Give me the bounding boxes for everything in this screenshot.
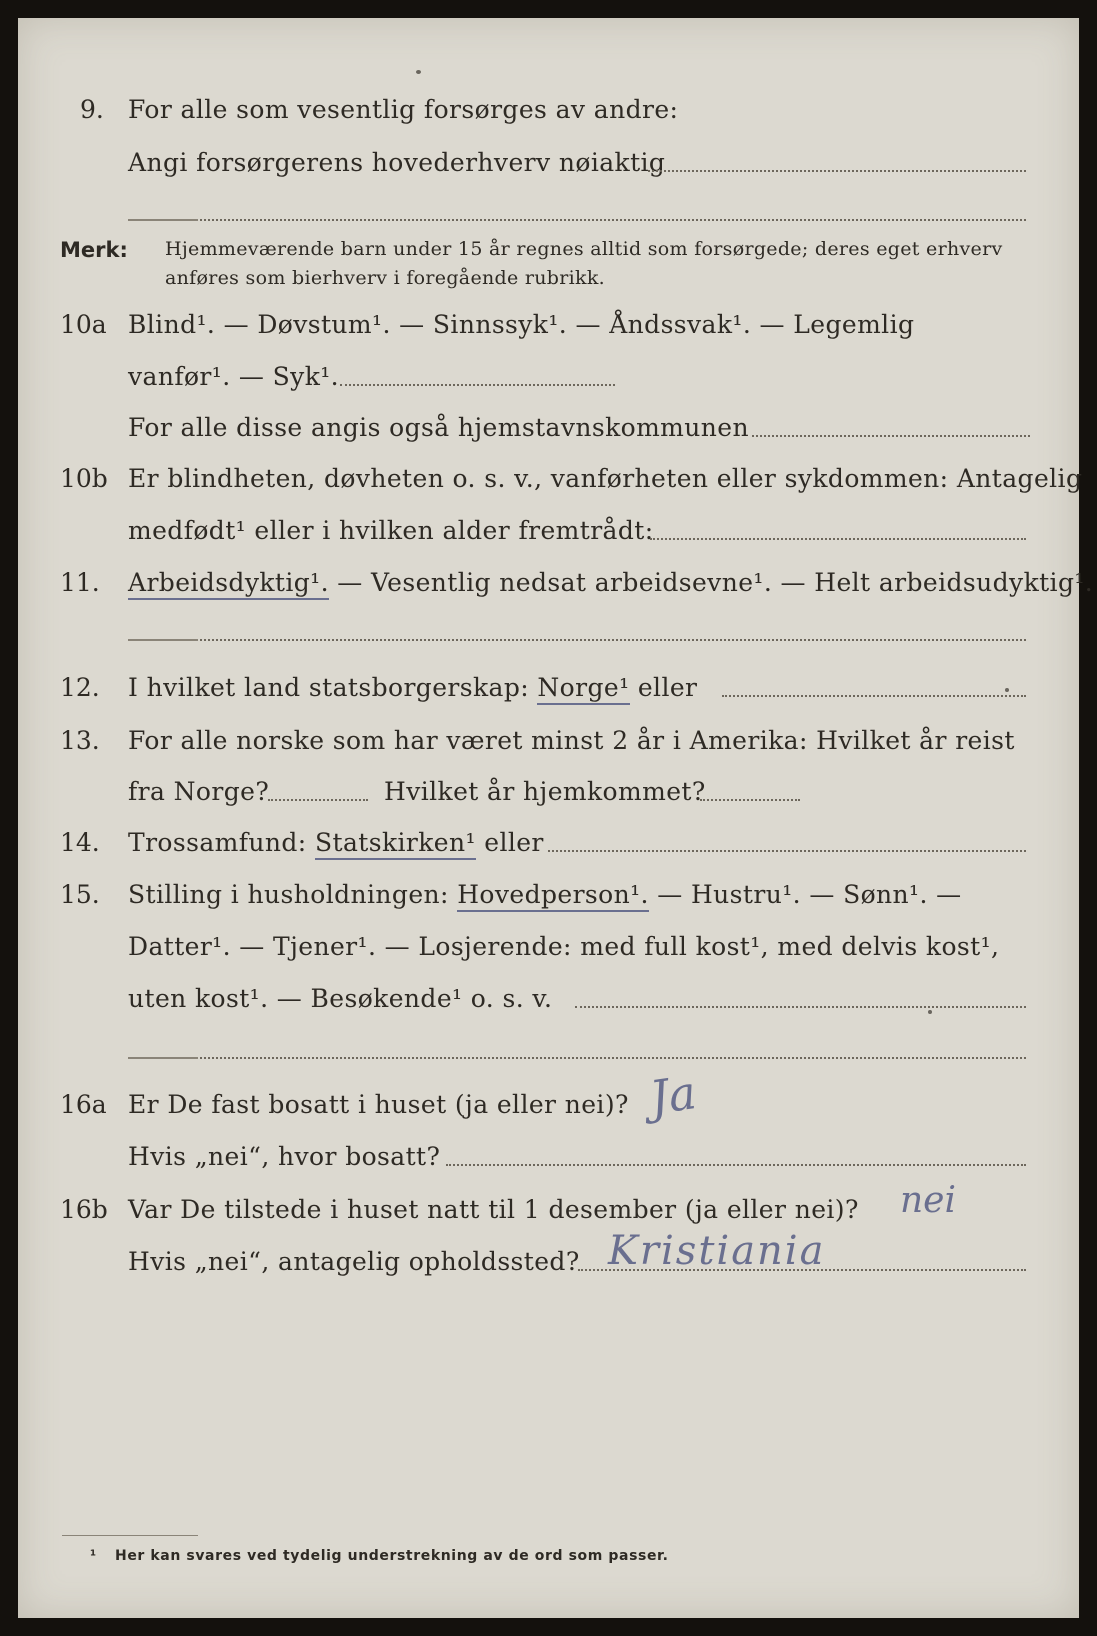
question-10a-subtext: For alle disse angis også hjemstavnskommunen — [128, 413, 749, 442]
question-13-text: For alle norske som har været minst 2 år i Amerika: Hvilket år reist — [128, 726, 1015, 755]
question-10a-text: Blind¹. — Døvstum¹. — Sinnssyk¹. — Åndssvak¹. — Legemlig — [128, 310, 915, 339]
footnote-rule — [62, 1535, 198, 1536]
question-12-pre: I hvilket land statsborgerskap: — [128, 673, 538, 702]
footnote-text: Her kan svares ved tydelig understrekning av de ord som passer. — [115, 1548, 669, 1564]
question-15-number: 15. — [60, 880, 100, 909]
answer-line — [700, 799, 800, 801]
answer-line — [648, 170, 1026, 172]
selected-option-statskirken: Statskirken¹ — [315, 828, 476, 860]
question-10b-text: Er blindheten, døvheten o. s. v., vanførheten eller sykdommen: Antagelig — [128, 464, 1083, 493]
question-12-text — [128, 673, 697, 702]
question-14-post: eller — [475, 828, 544, 857]
question-14-text — [128, 828, 544, 857]
answer-line — [128, 639, 198, 641]
merk-text: Hjemmeværende barn under 15 år regnes alltid som forsørgede; deres eget erhverv — [165, 238, 1003, 260]
question-13-subtext-a: fra Norge? — [128, 777, 270, 806]
question-12-post: eller — [629, 673, 698, 702]
question-16a-number: 16a — [60, 1090, 107, 1119]
answer-line — [268, 799, 368, 801]
question-14-pre: Trossamfund: — [128, 828, 315, 857]
merk-label: Merk: — [60, 238, 128, 262]
selected-option-arbeidsdyktig: Arbeidsdyktig¹. — [128, 568, 329, 600]
question-14-number: 14. — [60, 828, 100, 857]
question-10b-subtext: medfødt¹ eller i hvilken alder fremtrådt: — [128, 516, 654, 545]
answer-line — [128, 219, 198, 221]
handwritten-answer: Kristiania — [608, 1228, 826, 1274]
question-16b-number: 16b — [60, 1195, 108, 1224]
answer-line — [722, 695, 1026, 697]
question-16b-subtext: Hvis „nei“, antagelig opholdssted? — [128, 1247, 580, 1276]
answer-line — [200, 639, 1026, 641]
question-11-number: 11. — [60, 568, 100, 597]
question-16b-text: Var De tilstede i huset natt til 1 desember (ja eller nei)? — [128, 1195, 859, 1224]
question-16a-subtext: Hvis „nei“, hvor bosatt? — [128, 1142, 441, 1171]
question-11-rest: — Vesentlig nedsat arbeidsevne¹. — Helt arbeidsudyktig¹. — [328, 568, 1094, 597]
answer-line — [200, 219, 1026, 221]
question-11-text — [128, 568, 1093, 597]
answer-line — [200, 1057, 1026, 1059]
question-13-number: 13. — [60, 726, 100, 755]
question-15-text — [128, 880, 962, 909]
merk-text: anføres som bierhverv i foregående rubrikk. — [165, 267, 605, 289]
question-9-subtext: Angi forsørgerens hovederhverv nøiaktig — [128, 148, 666, 177]
question-9-text: For alle som vesentlig forsørges av andre: — [128, 95, 679, 124]
selected-option-hovedperson: Hovedperson¹. — [457, 880, 649, 912]
handwritten-answer: nei — [900, 1180, 957, 1221]
question-15-subtext: uten kost¹. — Besøkende¹ o. s. v. — [128, 984, 553, 1013]
question-9-number: 9. — [80, 95, 104, 124]
answer-line — [575, 1006, 1026, 1008]
footnote-mark: ¹ — [90, 1548, 97, 1564]
answer-line — [128, 1057, 198, 1059]
question-10b-number: 10b — [60, 464, 108, 493]
paper-speck — [928, 1010, 932, 1014]
answer-line — [446, 1164, 1026, 1166]
answer-line — [340, 384, 615, 386]
question-13-subtext-b: Hvilket år hjemkommet? — [384, 777, 706, 806]
question-15-post: — Hustru¹. — Sønn¹. — — [648, 880, 962, 909]
handwritten-answer: Ja — [646, 1065, 700, 1125]
paper-speck — [1005, 688, 1009, 692]
question-12-number: 12. — [60, 673, 100, 702]
answer-line — [752, 435, 1030, 437]
paper-speck — [416, 70, 421, 74]
selected-option-norge: Norge¹ — [537, 673, 629, 705]
question-15-pre: Stilling i husholdningen: — [128, 880, 458, 909]
answer-line — [650, 538, 1026, 540]
question-15-subtext: Datter¹. — Tjener¹. — Losjerende: med full kost¹, med delvis kost¹, — [128, 932, 1000, 961]
question-16a-text: Er De fast bosatt i huset (ja eller nei)? — [128, 1090, 629, 1119]
question-10a-number: 10a — [60, 310, 107, 339]
answer-line — [548, 850, 1026, 852]
question-10a-subtext: vanfør¹. — Syk¹. — [128, 362, 340, 391]
